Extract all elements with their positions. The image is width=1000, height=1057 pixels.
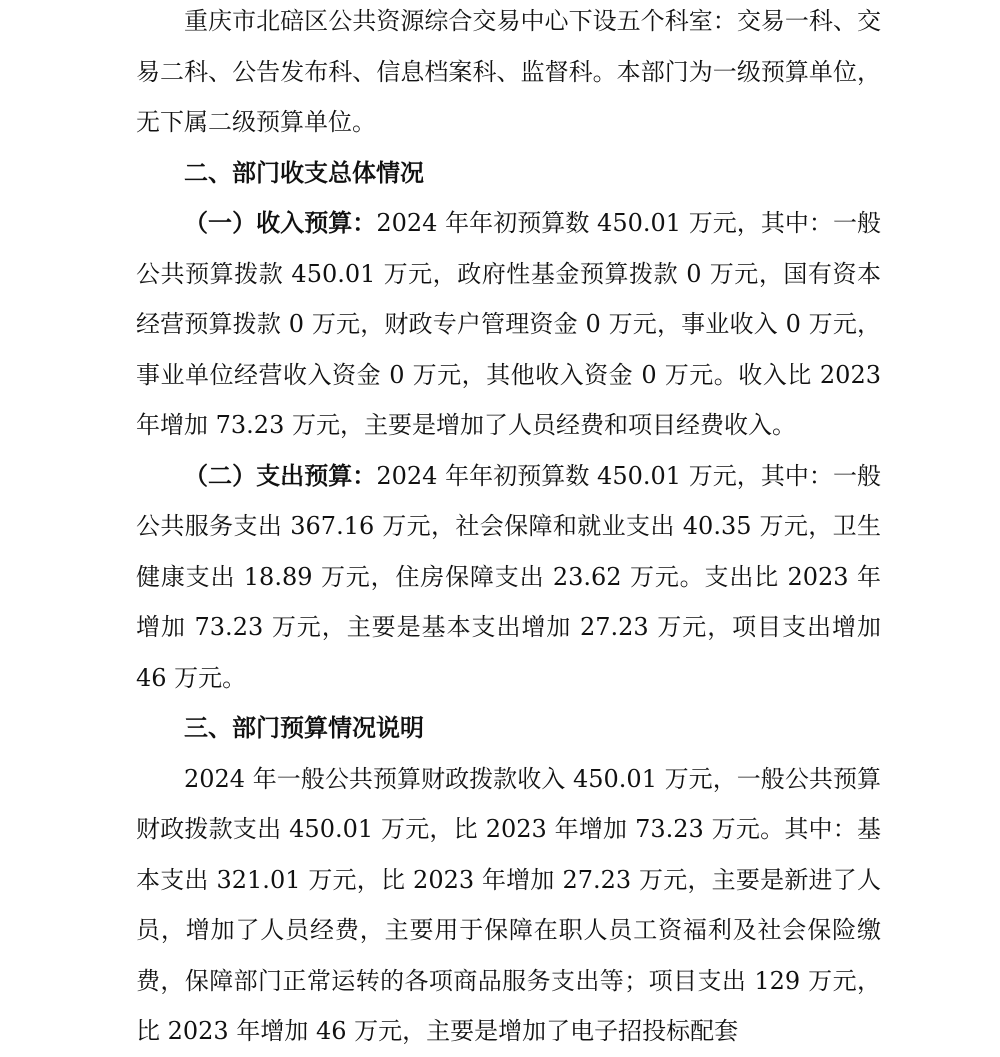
income-paragraph: [136, 198, 881, 451]
budget-paragraph: 2024 年一般公共预算财政拨款收入 450.01 万元，一般公共预算财政拨款支出 450.01 万元，比 2023 年增加 73.23 万元。其中：基本支出 321.01 万元，比 2023 年增加 27.23 万元，主要是新进了人员，增加了人员经费，主要用于保障在职人员工资福利及社会保险缴费，保障部门正常运转的各项商品服务支出等；项目支出 129 万元，比 2023 年增加 46 万元，主要是增加了电子招投标配套: [136, 764, 881, 1045]
income-lead: （一）收入预算：: [184, 209, 377, 237]
document-body: [136, 0, 881, 1057]
section-heading-2: 二、部门收支总体情况: [184, 158, 424, 187]
expense-text: 2024 年年初预算数 450.01 万元，其中：一般公共服务支出 367.16 万元，社会保障和就业支出 40.35 万元，卫生健康支出 18.89 万元，住房保障支出 23.62 万元。支出比 2023 年增加 73.23 万元，主要是基本支出增加 27.23 万元，项目支出增加 46 万元。: [136, 461, 881, 692]
expense-paragraph: [136, 451, 881, 704]
expense-lead: （二）支出预算：: [184, 461, 377, 490]
income-text: 2024 年年初预算数 450.01 万元，其中：一般公共预算拨款 450.01 万元，政府性基金预算拨款 0 万元，国有资本经营预算拨款 0 万元，财政专户管理资金 0 万元，事业收入 0 万元，事业单位经营收入资金 0 万元，其他收入资金 0 万元。收入比 2023 年增加 73.23 万元，主要是增加了人员经费和项目经费收入。: [136, 209, 881, 439]
section-heading-3: 三、部门预算情况说明: [184, 714, 424, 742]
intro-paragraph: 重庆市北碚区公共资源综合交易中心下设五个科室：交易一科、交易二科、公告发布科、信息档案科、监督科。本部门为一级预算单位，无下属二级预算单位。: [136, 7, 881, 136]
